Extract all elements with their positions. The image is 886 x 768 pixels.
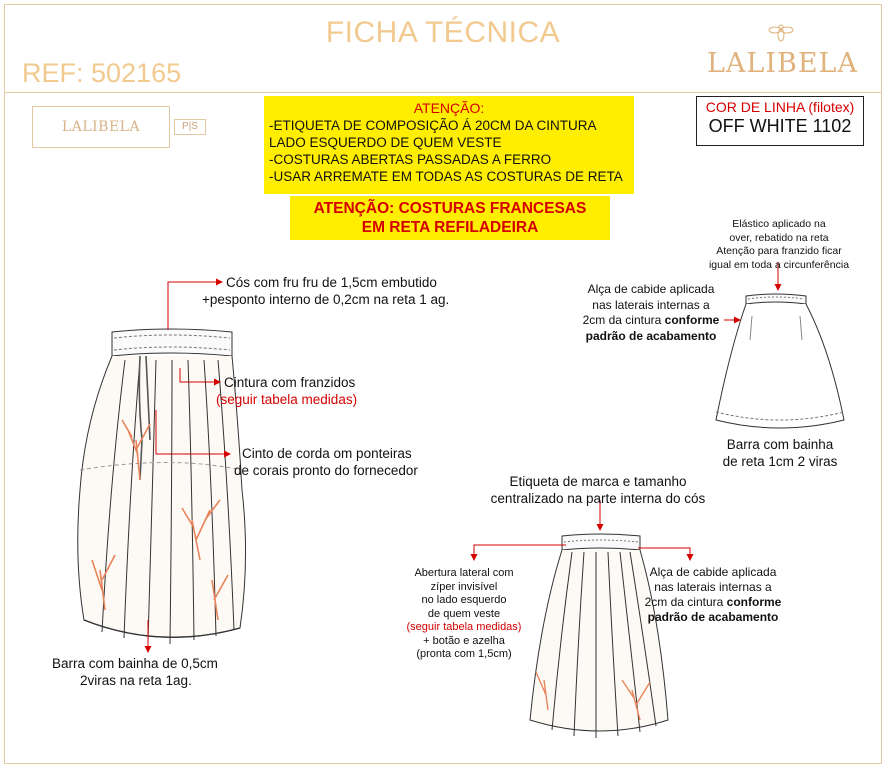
back-loop-note — [640, 565, 786, 625]
thread-color-value: OFF WHITE 1102 — [708, 116, 852, 136]
back-loop-line: padrão de acabamento — [647, 610, 779, 624]
attention-line: LADO ESQUERDO DE QUEM VESTE — [269, 135, 502, 150]
brand-logo: LALIBELA — [706, 48, 858, 79]
brand-tag-note — [470, 473, 726, 507]
zipper-line: (seguir tabela medidas) — [406, 621, 522, 633]
lining-skirt-drawing — [716, 294, 844, 428]
waist-note-2: (seguir tabela medidas) — [216, 392, 358, 407]
back-loop-line: nas laterais internas a — [654, 580, 772, 594]
brand-label-box: LALIBELA — [32, 106, 170, 148]
zipper-line: + botão e azelha — [423, 634, 505, 647]
back-loop-line — [640, 595, 786, 610]
zipper-line: no lado esquerdo — [421, 594, 507, 606]
lining-elastic-note — [704, 218, 854, 272]
lining-loop-line: padrão de acabamento — [585, 328, 717, 343]
lining-loop-text: 2cm da cintura — [582, 313, 662, 327]
lining-loop-line: nas laterais internas a — [592, 297, 710, 312]
zipper-line: zíper invisível — [430, 580, 498, 593]
page-title: FICHA TÉCNICA — [325, 16, 561, 49]
lining-hem-line: Barra com bainha — [726, 437, 834, 452]
lining-elastic-line: Elástico aplicado na — [732, 218, 826, 230]
zipper-line: Abertura lateral com — [414, 567, 514, 579]
lining-loop-line: Alça de cabide aplicada — [587, 282, 715, 296]
lining-hem-note — [718, 436, 842, 470]
size-label-box: P|S — [174, 119, 206, 135]
waistband-note-2: +pesponto interno de 0,2cm na reta 1 ag. — [202, 292, 450, 307]
waist-note-1: Cintura com franzidos — [224, 375, 356, 390]
belt-note-1: Cinto de corda om ponteiras — [242, 446, 412, 461]
attention-line: -ETIQUETA DE COMPOSIÇÃO Á 20CM DA CINTURA — [269, 118, 597, 133]
belt-note-2: de corais pronto do fornecedor — [234, 463, 418, 478]
brand-tag-line: centralizado na parte interna do cós — [490, 491, 706, 506]
back-loop-text: 2cm da cintura — [644, 595, 724, 609]
attention-line: -USAR ARREMATE EM TODAS AS COSTURAS DE RETA — [269, 169, 623, 184]
front-hem-note-1: Barra com bainha de 0,5cm — [52, 656, 218, 671]
zipper-note — [396, 567, 532, 662]
lining-loop-note — [578, 282, 724, 344]
lining-loop-line — [578, 313, 724, 329]
french-seams-line-1: ATENÇÃO: COSTURAS FRANCESAS — [313, 200, 587, 217]
french-seams-line-2: EM RETA REFILADEIRA — [361, 219, 539, 236]
thread-color-label: COR DE LINHA (filotex) — [705, 99, 855, 115]
zipper-line: de quem veste — [427, 607, 501, 620]
lining-loop-bold: conforme — [664, 313, 720, 327]
front-hem-note-2: 2viras na reta 1ag. — [80, 673, 192, 688]
back-loop-line: Alça de cabide aplicada — [649, 565, 777, 579]
attention-line: -COSTURAS ABERTAS PASSADAS A FERRO — [269, 152, 552, 167]
zipper-line: (pronta com 1,5cm) — [416, 648, 512, 660]
lining-elastic-line: igual em toda a circunferência — [708, 258, 850, 271]
reference-number: REF: 502165 — [22, 58, 182, 88]
waistband-note-1: Cós com fru fru de 1,5cm embutido — [226, 275, 437, 290]
attention-heading: ATENÇÃO: — [413, 100, 485, 116]
lining-elastic-line: over, rebatido na reta — [729, 231, 829, 244]
back-loop-bold: conforme — [726, 595, 782, 609]
brand-tag-line: Etiqueta de marca e tamanho — [509, 474, 687, 489]
lining-elastic-line: Atenção para franzido ficar — [716, 245, 842, 257]
lining-hem-line: de reta 1cm 2 viras — [722, 454, 838, 469]
